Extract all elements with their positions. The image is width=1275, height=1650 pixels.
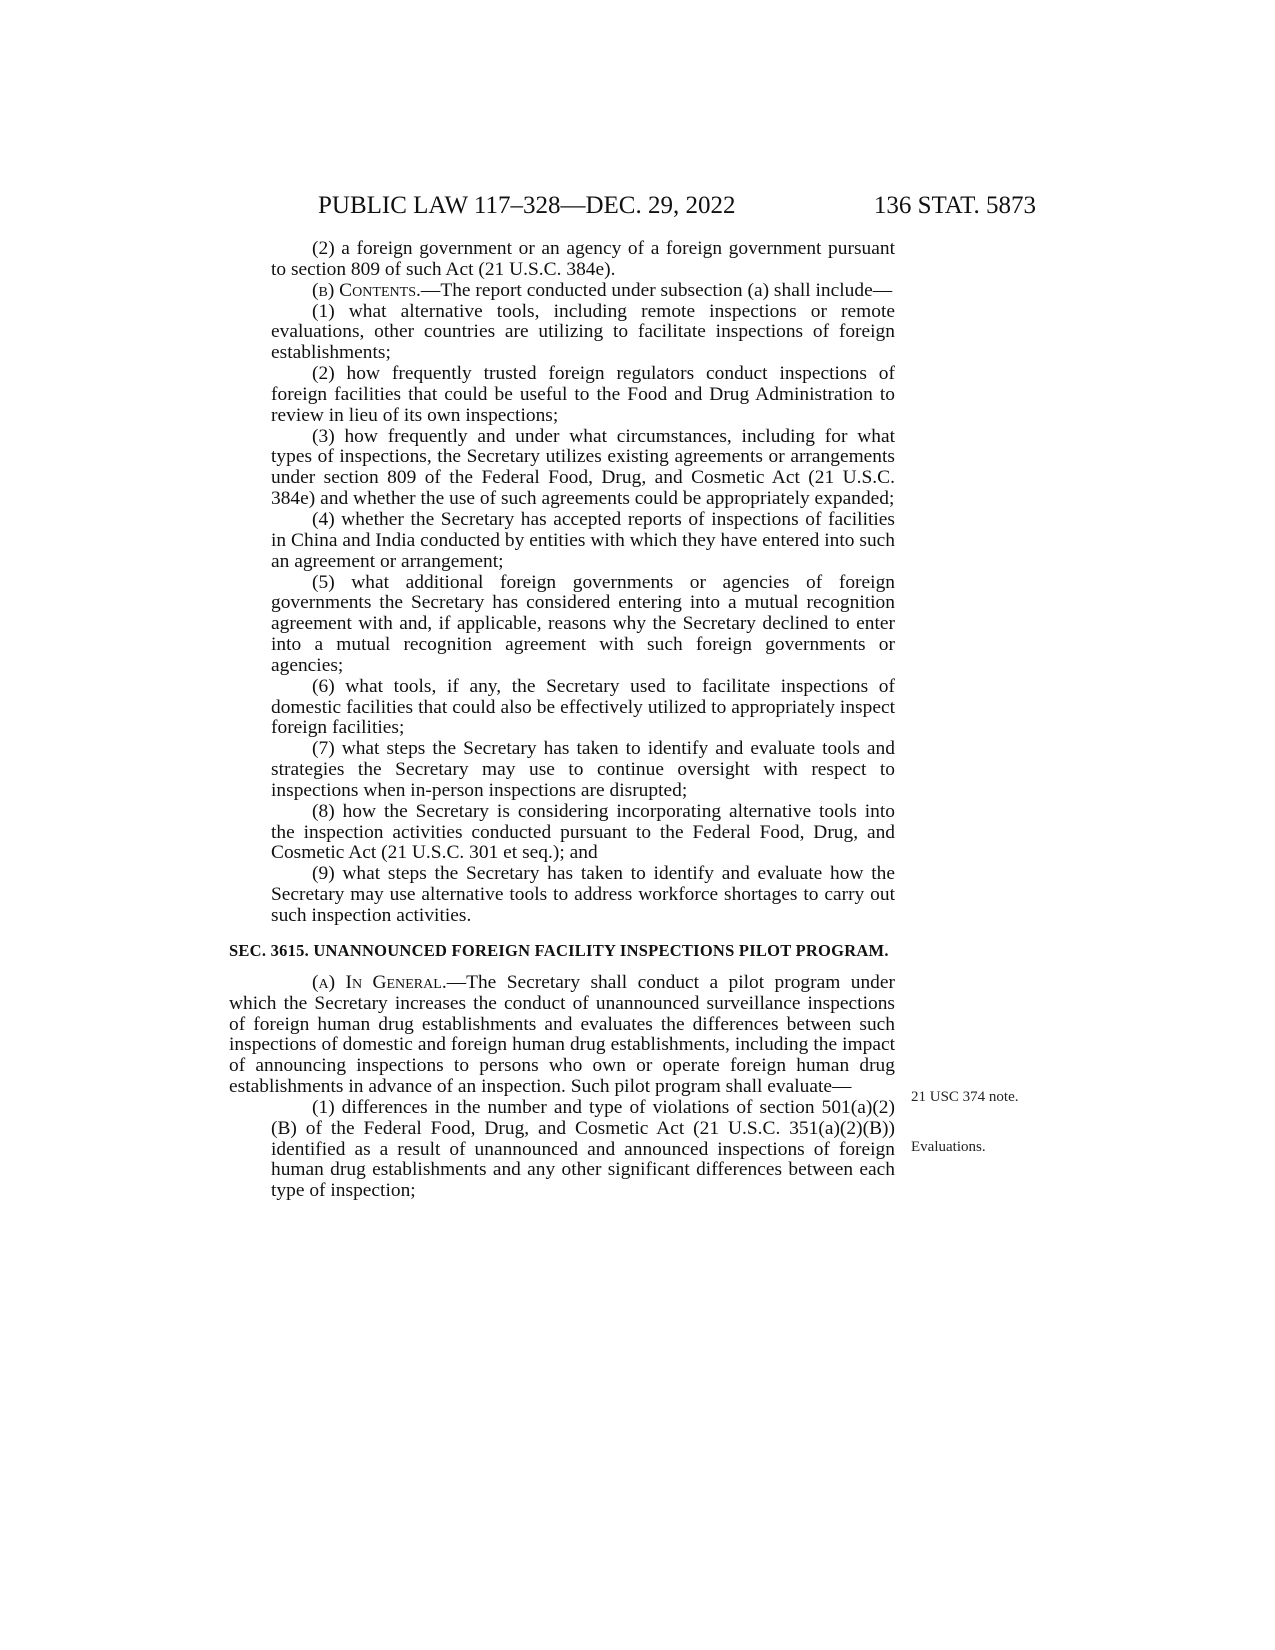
subsection-b-item-8: (8) how the Secretary is considering incorporating alternative tools into the inspection activities conducted pursuant to the Federal Food, Drug, and Cosmetic Act (21 U.S.C. 301 et seq.); and (271, 800, 895, 864)
margin-note-evaluations: Evaluations. (911, 1139, 986, 1155)
statute-body (229, 239, 895, 1202)
running-head-title: PUBLIC LAW 117–328—DEC. 29, 2022 (318, 192, 736, 219)
subsection-a-item-2: (2) a foreign government or an agency of a foreign government pursuant to section 809 of such Act (21 U.S.C. 384e). (271, 238, 895, 280)
subsection-b-item-3: (3) how frequently and under what circumstances, including for what types of inspections, the Secretary utilizes existing agreements or arrangements under section 809 of the Federal Food, Drug, and Cosmetic Act (21 U.S.C. 384e) and whether the use of such agreements could be appropriately expanded; (271, 425, 895, 510)
subsection-b-item-7: (7) what steps the Secretary has taken to identify and evaluate tools and strategies the Secretary may use to continue oversight with respect to inspections when in-person inspections are disrupted; (271, 738, 895, 801)
section-3615-heading: SEC. 3615. UNANNOUNCED FOREIGN FACILITY INSPECTIONS PILOT PROGRAM. (229, 940, 889, 960)
subsection-b-item-5: (5) what additional foreign governments or agencies of foreign governments the Secretary has considered entering into a mutual recognition agreement with and, if applicable, reasons why the Secretary declined to enter into a mutual recognition agreement with such foreign governments or agencies; (271, 571, 895, 676)
section-3615-subsection-a (229, 973, 895, 1098)
subsection-b-heading: (b) Contents. (312, 279, 421, 301)
margin-note-usc: 21 USC 374 note. (911, 1089, 1019, 1105)
subsection-a-text: —The Secretary shall conduct a pilot program under which the Secretary increases the conduct of unannounced surveillance inspections of foreign human drug establishments and evaluates the differences between such inspections of domestic and foreign human drug establishments, including the impact of announcing inspections to persons who own or operate foreign human drug establishments in advance of an inspection. Such pilot program shall evaluate— (229, 971, 895, 1098)
page-header (318, 186, 1036, 226)
statute-page-number: 136 STAT. 5873 (873, 192, 1036, 219)
subsection-b-item-2: (2) how frequently trusted foreign regulators conduct inspections of foreign facilities that could be useful to the Food and Drug Administration to review in lieu of its own inspections; (271, 363, 895, 426)
subsection-b-item-4: (4) whether the Secretary has accepted reports of inspections of facilities in China and India conducted by entities with which they have entered into such an agreement or arrangement; (271, 508, 895, 572)
subsection-b-intro (229, 281, 895, 302)
subsection-b-item-6: (6) what tools, if any, the Secretary used to facilitate inspections of domestic facilities that could also be effectively utilized to appropriately inspect foreign facilities; (271, 675, 895, 739)
section-3615-item-1: (1) differences in the number and type of violations of section 501(a)(2)(B) of the Federal Food, Drug, and Cosmetic Act (21 U.S.C. 351(a)(2)(B)) identified as a result of unannounced and announced inspections of foreign human drug establishments and any other significant differences between each type of inspection; (271, 1096, 895, 1202)
subsection-b-text: —The report conducted under subsection (a) shall include— (420, 279, 893, 301)
subsection-b-item-1: (1) what alternative tools, including remote inspections or remote evaluations, other countries are utilizing to facilitate inspections of foreign establishments; (271, 300, 895, 364)
subsection-a-heading: (a) In General. (312, 971, 447, 993)
subsection-b-item-9: (9) what steps the Secretary has taken to identify and evaluate how the Secretary may use alternative tools to address workforce shortages to carry out such inspection activities. (271, 863, 895, 926)
